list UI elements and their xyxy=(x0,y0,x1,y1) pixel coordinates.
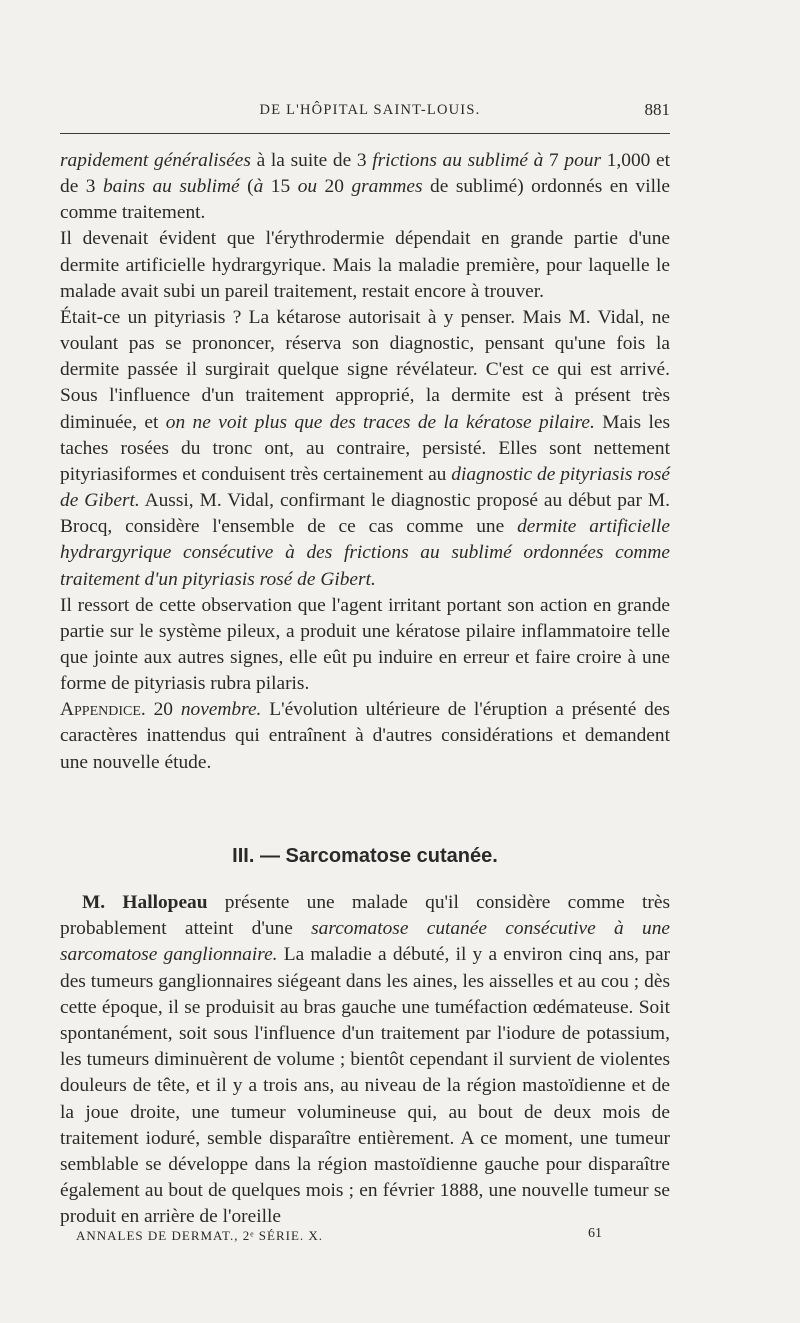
italic-phrase: rapidement généralisées xyxy=(60,150,251,171)
italic-phrase: à xyxy=(253,176,264,198)
paragraph-hallopeau xyxy=(60,890,670,1231)
footer-signature: 61 xyxy=(588,1226,602,1241)
running-title: DE L'HÔPITAL SAINT-LOUIS. xyxy=(259,102,481,118)
paragraph-4: Il ressort de cette observation que l'agent irritant portant son action en grande partie sur le système pileux, a produit une kératose pilaire inflammatoire telle que jointe aux autres signes, elle eût pu induire en erreur et faire croire à une forme de pityriasis rubra pilaris. xyxy=(60,594,670,695)
appendix-label: Appendice. xyxy=(60,699,146,721)
paragraph-2: Il devenait évident que l'érythrodermie dépendait en grande partie d'une dermite artificielle hydrargyrique. Mais la maladie première, pour laquelle le malade avait subi un pareil traitement, restait encore à trouver. xyxy=(60,228,670,302)
page-number: 881 xyxy=(644,100,670,119)
italic-phrase: dermite artificielle hydrargyrique consécutive à des frictions au sublimé ordonnées comme traitement d'un pityriasis rosé de Gibert. xyxy=(60,516,671,590)
text-run: La maladie a débuté, il y a environ cinq ans, par des tumeurs ganglionnaires siégeant dans les aines, les aisselles et au cou ; dès cette époque, il se produisit au bras gauche une tuméfaction œdémateuse. Soit spontanément, soit sous l'influence d'un traitement par l'iodure de potassium, les tumeurs diminuèrent de volume ; bientôt cependant il survient de violentes douleurs de tête, et il y a trois ans, au niveau de la région mastoïdienne et de la joue droite, une tumeur volumineuse qui, au bout de deux mois de traitement ioduré, semble disparaître entièrement. A ce moment, une tumeur semblable se développe dans la région mastoïdienne gauche pour disparaître également au bout de quelques mois ; en février 1888, une nouvelle tumeur se produit en arrière de l'oreille xyxy=(60,944,671,1228)
author-name: M. Hallopeau xyxy=(82,892,208,913)
section-text xyxy=(60,890,670,1231)
text-run: 15 xyxy=(263,176,298,198)
page-footer xyxy=(0,1228,800,1248)
italic-phrase: pour xyxy=(564,150,602,171)
text-run: Aussi, M. Vidal, confirmant le diagnostic proposé au début par M. Brocq, considère l'ensemble de ce cas comme une xyxy=(60,490,671,538)
text-run: L'évolution ultérieure de l'éruption a présenté des caractères inattendus qui entraînent à d'autres considérations et demandent une nouvelle étude. xyxy=(60,699,670,773)
text-run: 20 xyxy=(317,176,352,198)
section-heading: III. — Sarcomatose cutanée. xyxy=(232,845,498,867)
text-run: présente une malade qu'il considère comme très probablement atteint d'une xyxy=(60,892,670,940)
text-run: ( xyxy=(239,176,254,198)
italic-phrase: frictions au sublimé à xyxy=(372,150,544,171)
italic-phrase: grammes xyxy=(351,176,423,198)
paragraph-3 xyxy=(60,305,670,593)
main-text xyxy=(60,148,670,776)
text-run: 1,000 et de 3 xyxy=(60,150,671,198)
text-run: de sublimé) ordonnés en ville comme traitement. xyxy=(60,176,670,224)
italic-phrase: bains au sublimé xyxy=(102,176,240,198)
paragraph-1 xyxy=(60,148,670,226)
appendix-date: novembre. xyxy=(180,699,262,721)
italic-phrase: ou xyxy=(297,176,318,198)
italic-phrase: sarcomatose cutanée consécutive à une sarcomatose ganglionnaire. xyxy=(60,918,670,966)
text-run: 7 xyxy=(543,150,565,171)
text-run: 20 xyxy=(145,699,181,721)
text-run: Mais les taches rosées du tronc ont, au contraire, persisté. Elles sont nettement pityriasiformes et conduisent très certainement au xyxy=(60,411,670,485)
italic-phrase: diagnostic de pityriasis rosé de Gibert. xyxy=(60,463,670,512)
text-run: à la suite de 3 xyxy=(250,150,373,171)
text-run: Était-ce un pityriasis ? La kétarose autorisait à y penser. Mais M. Vidal, ne voulant pas se prononcer, réserva son diagnostic, pensant qu'une fois la dermite passée il surgirait quelque signe révélateur. C'est ce qui est arrivé. Sous l'influence d'un traitement approprié, la dermite est à présent très diminuée, et xyxy=(60,306,670,433)
paragraph-appendix xyxy=(60,697,670,775)
italic-phrase: on ne voit plus que des traces de la kératose pilaire. xyxy=(165,411,595,433)
footer-journal: ANNALES DE DERMAT., 2ᵉ SÉRIE. X. xyxy=(76,1228,324,1243)
header-rule xyxy=(60,133,670,134)
running-head xyxy=(0,100,800,124)
